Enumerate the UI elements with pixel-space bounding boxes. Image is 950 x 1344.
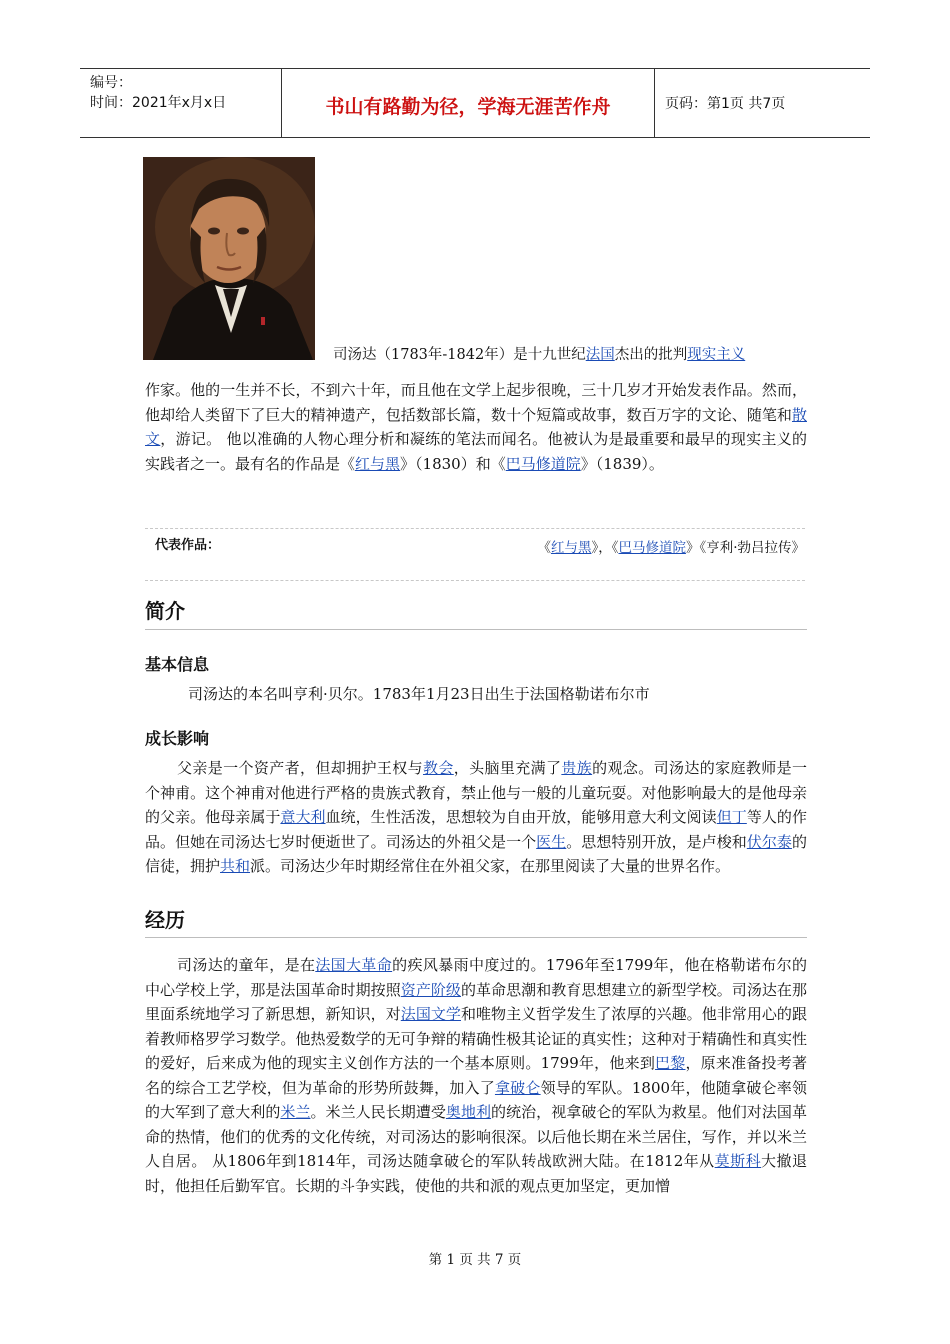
subsection-growth: 成长影响 xyxy=(145,729,210,748)
section-rule-experience xyxy=(145,937,807,938)
portrait-illustration xyxy=(143,157,315,360)
lead-text: 司汤达（1783年-1842年）是十九世纪 xyxy=(333,347,586,363)
growth-text: 的观念。司汤达的家庭教师是一个神甫。这个神甫对他进行严格的贵族式教育，禁止他与一般的儿童玩耍。对他影响最大的是他母亲的父亲。他母亲属于 xyxy=(145,759,807,826)
works-list xyxy=(537,536,805,556)
intro-text: 作家。他的一生并不长，不到六十年，而且他在文学上起步很晚，三十几岁才开始发表作品。然而，他却给人类留下了巨大的精神遗产，包括数部长篇，数十个短篇或故事，数百万字的文论、随笔和 xyxy=(145,381,807,424)
author-portrait xyxy=(143,157,315,360)
works-label: 代表作品： xyxy=(155,538,221,553)
intro-text: 》（1839）。 xyxy=(580,454,664,473)
experience-paragraph xyxy=(145,953,807,1198)
link-french-literature[interactable]: 法国文学 xyxy=(400,1005,461,1023)
link-nobility[interactable]: 贵族 xyxy=(561,759,593,777)
link-paris[interactable]: 巴黎 xyxy=(655,1054,686,1072)
header-motto: 书山有路勤为径，学海无涯苦作舟 xyxy=(282,69,655,137)
growth-text: 等人的作品。但她在司汤达七岁时便逝世了。司汤达的外祖父是一个 xyxy=(145,808,807,851)
works-text: 》《亨利·勃吕拉传》 xyxy=(685,540,805,556)
link-republic[interactable]: 共和 xyxy=(220,857,251,875)
link-napoleon[interactable]: 拿破仑 xyxy=(494,1078,541,1097)
page-footer: 第 1 页 共 7 页 xyxy=(428,1252,522,1268)
number-label: 编号： xyxy=(90,75,132,91)
growth-text: 的信徒，拥护 xyxy=(145,832,807,875)
exp-text: 的统治，视拿破仑的军队为救星。他们对法国革命的热情，他们的优秀的文化传统，对司汤达的影响很深。以后他长期在米兰居住，写作，并以米兰人自居。 从1806年到1814年，司汤达随拿破仑的军队转战欧洲大陆。在1812年从 xyxy=(145,1103,807,1170)
works-text: 》，《 xyxy=(591,540,619,556)
growth-text: 血统，生性活泼，思想较为自由开放，能够用意大利文阅读 xyxy=(325,808,717,826)
works-link-charterhouse[interactable]: 巴马修道院 xyxy=(618,540,686,556)
section-title-experience: 经历 xyxy=(145,908,185,932)
exp-text: 的革命思潮和教育思想建立的新型学校。司汤达在那里面系统地学习了新思想，新知识，对 xyxy=(145,980,807,1023)
link-doctor[interactable]: 医生 xyxy=(536,832,567,851)
link-french-revolution[interactable]: 法国大革命 xyxy=(315,956,393,974)
link-realism[interactable]: 现实主义 xyxy=(687,347,746,363)
growth-text: 。思想特别开放，是卢梭和 xyxy=(566,832,747,851)
divider-bottom xyxy=(145,580,805,581)
growth-text: 派。司汤达少年时期经常住在外祖父家，在那里阅读了大量的世界名作。 xyxy=(250,857,731,875)
intro-text: ，游记。 他以准确的人物心理分析和凝练的笔法而闻名。他被认为是最重要和最早的现实主义的实践者之一。最有名的作品是《 xyxy=(145,430,807,473)
date-label: 时间：2021年x月x日 xyxy=(90,95,227,111)
link-red-and-black[interactable]: 红与黑 xyxy=(355,454,401,473)
section-title-intro: 简介 xyxy=(145,599,185,623)
link-voltaire[interactable]: 伏尔泰 xyxy=(746,832,792,851)
link-france[interactable]: 法国 xyxy=(585,347,615,363)
exp-text: 大撤退时，他担任后勤军官。长期的斗争实践，使他的共和派的观点更加坚定，更加憎 xyxy=(145,1152,807,1195)
basic-info-text: 司汤达的本名叫亨利·贝尔。1783年1月23日出生于法国格勒诺布尔市 xyxy=(188,685,650,703)
growth-text: ，头脑里充满了 xyxy=(453,759,562,777)
exp-text: 和唯物主义哲学发生了浓厚的兴趣。他非常用心的跟着教师格罗学习数学。他热爱数学的无可争辩的精确性极其论证的真实性；这种对于精确性和真实性的爱好，后来成为他的现实主义创作方法的一个基本原则。1799年，他来到 xyxy=(145,1005,807,1072)
intro-text: 》（1830）和《 xyxy=(400,454,506,473)
divider-top xyxy=(145,528,805,529)
link-dante[interactable]: 但丁 xyxy=(716,808,747,826)
exp-text: 的疾风暴雨中度过的。1796年至1799年，他在格勒诺布尔的中心学校上学，那是法国革命时期按照 xyxy=(145,956,807,999)
link-charterhouse[interactable]: 巴马修道院 xyxy=(505,454,581,473)
exp-text: ，原来准备投考著名的综合工艺学校，但为革命的形势所鼓舞，加入了 xyxy=(145,1054,807,1097)
subsection-basic-info: 基本信息 xyxy=(145,655,210,674)
header-meta xyxy=(80,69,282,137)
growth-text: 父亲是一个资产者，但却拥护王权与 xyxy=(177,759,423,777)
intro-lead-line xyxy=(333,343,745,364)
link-prose[interactable]: 散文 xyxy=(145,405,807,448)
works-text: 《 xyxy=(537,540,551,556)
growth-paragraph xyxy=(145,756,807,879)
link-austria[interactable]: 奥地利 xyxy=(445,1103,492,1121)
link-bourgeoisie[interactable]: 资产阶级 xyxy=(400,980,461,999)
works-link-red-and-black[interactable]: 红与黑 xyxy=(550,540,592,556)
link-moscow[interactable]: 莫斯科 xyxy=(714,1152,762,1170)
exp-text: 领导的军队。1800年，他随拿破仑率领的大军到了意大利的 xyxy=(145,1078,807,1121)
link-italy[interactable]: 意大利 xyxy=(280,808,326,826)
link-church[interactable]: 教会 xyxy=(422,759,454,777)
intro-paragraph xyxy=(145,378,807,476)
section-rule-intro xyxy=(145,629,807,630)
exp-text: 司汤达的童年，是在 xyxy=(177,956,316,974)
header-page-info: 页码：第1页 共7页 xyxy=(665,96,786,112)
lead-text-mid: 杰出的批判 xyxy=(614,347,688,363)
header-table xyxy=(80,68,870,138)
link-milan[interactable]: 米兰 xyxy=(280,1103,311,1121)
exp-text: 。米兰人民长期遭受 xyxy=(310,1103,446,1121)
